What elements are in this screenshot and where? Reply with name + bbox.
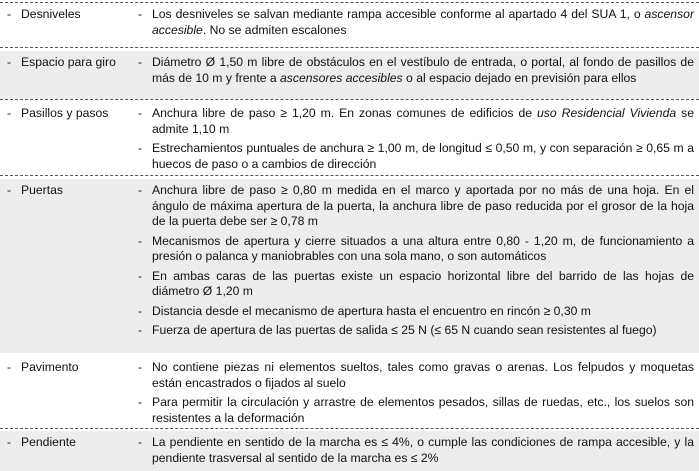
requirement-text: Estrechamientos puntuales de anchura ≥ 1,00 m, de longitud ≤ 0,50 m, y con separación ≥ 0,65 m a huecos de paso o a cambios de dirección <box>152 141 694 171</box>
bullet-dash: - <box>138 323 143 337</box>
requirement-list <box>138 431 694 466</box>
row-label-text: Espacio para giro <box>21 55 116 69</box>
bullet-dash: - <box>7 360 12 374</box>
bullet-dash: - <box>138 106 143 120</box>
bullet-dash: - <box>7 106 12 120</box>
list-item <box>138 304 694 320</box>
requirement-text: Diámetro Ø 1,50 m libre de obstáculos en el vestíbulo de entrada, o portal, al fondo de pasillos de más de 10 m y frente a <box>152 55 694 85</box>
list-item <box>138 435 694 466</box>
list-item <box>138 7 694 38</box>
bullet-dash: - <box>138 141 143 155</box>
requirement-text: Los desniveles se salvan mediante rampa accesible conforme al apartado 4 del SUA 1, o <box>152 7 645 21</box>
requirement-text: La pendiente en sentido de la marcha es ≤ 4%, o cumple las condiciones de rampa accesible, y la pendiente trasversal al sentido de la marcha es ≤ 2% <box>152 435 694 465</box>
list-item <box>138 183 694 230</box>
list-item <box>138 360 694 391</box>
row-label <box>0 3 140 21</box>
bullet-dash: - <box>138 360 143 374</box>
row-separator <box>0 428 699 429</box>
requirement-text: Mecanismos de apertura y cierre situados a una altura entre 0,80 - 1,20 m, de funcionamiento a presión o palanca y maniobrables con una sola mano, o son automáticos <box>152 233 694 263</box>
requirement-text: Anchura libre de paso ≥ 0,80 m medida en el marco y aportada por no más de una hoja. En el ángulo de máxima apertura de la puerta, la anchura libre de paso reducida por el grosor de la hoja de la puerta debe ser ≥ 0,78 m <box>152 183 694 228</box>
requirement-text: Anchura libre de paso ≥ 1,20 m. En zonas comunes de edificios de <box>152 106 538 120</box>
bullet-dash: - <box>138 395 143 409</box>
bullet-dash: - <box>7 55 12 69</box>
list-item <box>138 141 694 172</box>
requirement-text: En ambas caras de las puertas existe un espacio horizontal libre del barrido de las hojas de diámetro Ø 1,20 m <box>152 268 694 298</box>
table-row <box>0 179 699 353</box>
bullet-dash: - <box>138 183 143 197</box>
row-label-text: Pendiente <box>21 435 76 449</box>
requirement-list <box>138 356 694 426</box>
bullet-dash: - <box>138 7 143 21</box>
row-label-text: Pavimento <box>21 360 79 374</box>
row-label <box>0 431 140 449</box>
bullet-dash: - <box>138 55 143 69</box>
requirement-list <box>138 3 694 38</box>
requirement-text: No contiene piezas ni elementos sueltos, tales como gravas o arenas. Los felpudos y moquetas están encastrados o fijados al suelo <box>152 360 694 390</box>
row-label-text: Pasillos y pasos <box>21 106 109 120</box>
requirement-text: Distancia desde el mecanismo de apertura hasta el encuentro en rincón ≥ 0,30 m <box>152 303 591 318</box>
row-label-text: Puertas <box>21 183 64 197</box>
bullet-dash: - <box>7 435 12 449</box>
requirement-text: Fuerza de apertura de las puertas de salida ≤ 25 N (≤ 65 N cuando sean resistentes al fuego) <box>152 323 657 337</box>
list-item <box>138 269 694 300</box>
requirement-text: Para permitir la circulación y arrastre de elementos pesados, sillas de ruedas, etc., los suelos son resistentes a la deformación <box>152 395 694 425</box>
row-label <box>0 356 140 374</box>
requirement-text: o al espacio dejado en previsión para ellos <box>402 70 637 85</box>
list-item <box>138 106 694 137</box>
bullet-dash: - <box>138 435 143 449</box>
bullet-dash: - <box>138 268 143 283</box>
requirement-list <box>138 51 694 86</box>
bullet-dash: - <box>138 303 143 318</box>
italic-term: ascensor accesible <box>152 7 694 37</box>
row-label <box>0 179 140 197</box>
list-item <box>138 323 694 339</box>
table-row <box>0 356 699 428</box>
row-label <box>0 51 140 69</box>
requirement-text: . No se admiten escalones <box>202 22 347 37</box>
table-row <box>0 51 699 99</box>
italic-term: uso Residencial Vivienda <box>537 106 677 120</box>
table-row <box>0 431 699 471</box>
row-label-text: Desniveles <box>21 7 81 21</box>
table-row <box>0 102 699 176</box>
bullet-dash: - <box>138 233 143 248</box>
row-separator <box>0 99 699 100</box>
bullet-dash: - <box>7 7 12 21</box>
bullet-dash: - <box>7 183 12 197</box>
row-label <box>0 102 140 120</box>
list-item <box>138 395 694 426</box>
list-item <box>138 55 694 86</box>
italic-term: ascensores accesibles <box>280 70 403 85</box>
requirement-list <box>138 102 694 172</box>
requirement-text: se admite 1,10 m <box>152 106 694 136</box>
requirement-list <box>138 179 694 339</box>
list-item <box>138 234 694 265</box>
table-row <box>0 3 699 48</box>
